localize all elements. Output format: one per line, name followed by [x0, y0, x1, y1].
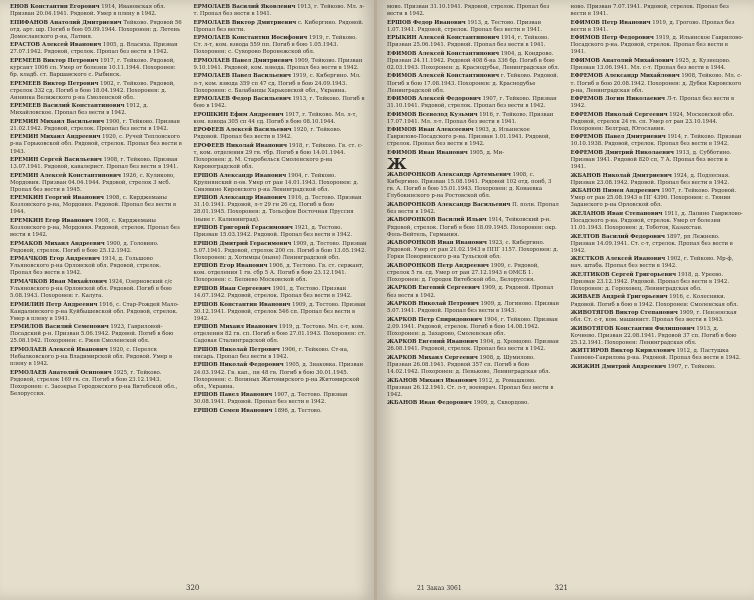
record-details: Тейково. Рядовой 56 отд. арт. шр. Погиб в бою 05.09.1944. Похоронен: д. Летень Домославского р-на, Латвия.: [10, 19, 182, 40]
record-name: ЕРМОЛАЕВ Василий Яковлевич: [193, 4, 296, 10]
record-entry: [10, 347, 184, 368]
record-details: мово. Призван 31.10.1941. Рядовой, стрелок. Пропал без вести в 1942.: [387, 4, 550, 18]
record-details: 1904, д. Хромцово. Призван 26.08.1941. Рядовой, стрелок. Пропал без вести в 1942.: [387, 339, 559, 353]
record-details: 1918, д. Уреево. Призван 23.12.1942. Рядовой. Пропал без вести в 1942. Похоронен: д. Гороховец, Ленинградская обл.: [570, 271, 730, 292]
record-entry: [10, 157, 184, 171]
record-entry: [387, 339, 561, 353]
record-name: ЕРЫКИН Алексей Константинович: [387, 35, 500, 42]
record-name: ЖБАНОВ Пимен Андреевич: [570, 188, 660, 195]
record-name: ЕНОВ Константин Егорович: [10, 4, 100, 10]
right-column-1-top: [387, 4, 561, 157]
record-details: 1909, Тейково. Призван 9.10.1941. Рядовой, ком. взвода. Пропал без вести в 1942.: [193, 57, 363, 71]
record-details: П. полн. Пропал без вести в 1942.: [387, 201, 559, 215]
record-name: ЕРОФЕЕВ Алексей Васильевич: [193, 127, 292, 134]
record-entry: [571, 310, 745, 324]
record-details: 1924, д. Подлесная. Призван 23.08.1942. Рядовой. Пропал без вести в 1942.: [570, 172, 730, 186]
record-details: 1920, г. Тейково. Рядовой. Пропал без вести в 1942.: [193, 127, 342, 141]
record-entry: [387, 378, 561, 399]
record-details: 1908, Тейково. Мл. с-т. Погиб в бою 20.08.1942. Похоронен: д. Дубки Кировского р-на, Ленинградская обл.: [570, 73, 742, 94]
record-details: 1919, д. Ильинское Гаврилово-Посадского р-на. Рядовой, стрелок. Пропал без вести в 1941.: [570, 35, 744, 56]
record-entry: [571, 173, 745, 187]
record-details: 1908, д. Шумилово. Призван 26.08.1941. Рядовой 357 сп. Погиб в бою 14.02.1942. Похоронен: д. Пеньково, Ленинградская обл.: [387, 354, 551, 376]
record-details: 1909, д. Рядовой. Пропал без вести в 1942.: [387, 285, 554, 299]
record-name: ЕРШОВ Михаил Иванович: [193, 324, 278, 331]
record-details: 1900, г. Тейково. Призван 21.02.1942. Рядовой, стрелок. Пропал без вести в 1942.: [10, 118, 180, 132]
record-entry: [387, 4, 561, 18]
record-details: 1904, г. Тейково. Призван 2.09.1941. Рядовой, стрелок. Погиб в бою 14.08.1942. Похоронен: д. Захарово, Смоленская обл.: [387, 316, 558, 337]
record-name: ЖЕЛТИКОВ Сергей Григорьевич: [570, 271, 677, 278]
record-entry: [387, 317, 561, 338]
record-entry: [194, 58, 368, 72]
record-details: 1916, с. Колесники. Рядовой. Погиб в бою в 1942. Похоронен: Смоленская обл.: [570, 294, 739, 308]
record-details: 1912, д. Михайловское. Пропал без вести в 1942.: [10, 103, 149, 117]
record-details: 1913, д. Субботино. Призван 1941. Рядовой 820 сп, 7 А. Пропал без вести в 1941.: [570, 149, 732, 171]
record-details: 1916, д. Тестово. Призван 31.10.1941. Рядовой, л-т 29 гн 26 сд. Погиб в бою 28.01.1945. Похоронен: д. Тольсфон Восточная Пруссия (ныне г. Калининград).: [193, 195, 362, 223]
record-entry: [571, 188, 745, 209]
record-details: 1902, г. Тейково. Рядовой, стрелок 332 сд. Погиб в бою 18.04.1942. Похоронен: д. Аннинка Велижского р-на Смоленской обл.: [10, 80, 175, 101]
record-details: 1907, г. Тейково. Рядовой. Умер от ран 25.08.1943 в ПГ 4390. Похоронен: с. Тюнин Заданского р-на Орловской обл.: [570, 188, 737, 209]
record-details: 1913, г. Тейково. Мл. л-т. Пропал без вести в 1941.: [193, 4, 365, 18]
record-details: 1908, с. Кибергино. Призван 15.08.1941. Рядовой 102 отд. понб, 3 гв. А. Погиб в бою 15.01.1943. Похоронен: д. Коваевка Глубокинского р-на Ростовской обл.: [387, 172, 552, 200]
record-entry: [10, 119, 184, 133]
record-details: 1909, д. Скворцово.: [473, 400, 529, 407]
record-details: 1908, с. Кирджеманы Козловского р-на, Мордовия. Рядовой. Пропал без вести в 1944.: [10, 195, 177, 216]
record-name: ЕФРЕМОВ Александр Михайлович: [570, 73, 680, 80]
record-name: ЕРМАЧКОВ Егор Андреевич: [10, 256, 100, 263]
record-details: 1919, с. Кибергино. Мл. л-т, ком. взвода 359 сп 47 сд. Погиб в бою 24.09.1943. Похоронен: с. Балабанцы Харьковской обл., Украина.: [193, 73, 361, 94]
record-entry: [194, 4, 368, 18]
record-name: ЕРМИЛИН Петр Андреевич: [10, 301, 98, 308]
record-name: ЕРЕМИН Михаил Васильевич: [10, 118, 105, 125]
record-details: 1907, г. Тейково.: [667, 363, 716, 370]
record-details: 1896, д. Тестово.: [274, 407, 322, 414]
record-entry: [387, 202, 561, 216]
record-entry: [571, 272, 745, 293]
record-name: ЕРШОВ Егор Иванович: [193, 263, 268, 270]
record-entry: [10, 173, 184, 194]
record-entry: [387, 96, 561, 110]
record-details: 1909, д. Тестово. Призван 5.07.1941. Рядовой, стрелок 200 сп. Погиб в бою 13.05.1942. Похоронен: д. Хотимцы (ныне) Ленинградской обл.: [193, 240, 367, 261]
record-entry: [387, 285, 561, 299]
record-details: 1917, г. Тейково. Рядовой, курсант 1006 сп. Умер от болезни 10.11.1944. Похоронен: бр. кладб. ст. Варшавского с. Рыбинск.: [10, 57, 176, 79]
record-name: ЕФРЕМОВ Николай Сергеевич: [570, 111, 668, 118]
record-name: ЕРЕМИН Сергей Васильевич: [10, 157, 102, 163]
record-details: 1914, г. Тейково. Призван 10.10.1938. Рядовой, стрелок. Пропал без вести в 1942.: [570, 134, 742, 148]
record-entry: [10, 134, 184, 155]
record-entry: [387, 51, 561, 72]
record-name: ЕРМОЛАЕВ Виктор Дмитриевич: [193, 19, 297, 26]
record-details: Л-т. Пропал без вести в 1942.: [570, 96, 734, 110]
record-details: 1908, г. Тейково. Призван 13.07.1941. Рядовой, кавалерист. Пропал без вести в 1941.: [10, 157, 179, 171]
record-details: 1921, д. Тестово. Призван 15.03.1942. Рядовой. Пропал без вести в 1942.: [193, 225, 353, 239]
record-details: 1909, д. Логиново. Призван 5.07.1941. Рядовой. Пропал без вести в 1943.: [387, 301, 560, 315]
record-details: 1905, д. Ми-: [469, 149, 505, 156]
record-details: 1911, д. Лапино Гаврилово-Посадского р-на. Рядовой, стрелок. Умер от болезни 11.01.1943. Похоронен: д. Тоботов, Казахстан.: [570, 210, 743, 232]
record-name: ЖАРКОВ Николай Петрович: [387, 301, 479, 308]
left-columns: [10, 4, 367, 574]
record-entry: [571, 256, 745, 270]
record-entry: [10, 370, 184, 398]
section-letter: Ж: [387, 155, 407, 173]
record-details: 1902, г. Тейково. Мр-ф, нач. штаба. Пропал без вести в 1942.: [570, 256, 734, 270]
record-details: 1913, д. Тестово. Призван 1.07.1941. Рядовой, стрелок. Пропал без вести в 1941.: [387, 19, 542, 33]
record-entry: [387, 400, 561, 407]
record-details: 1919, д. Тестово. Мл. с-т, ком. отделения 82 гв. сп. Погиб в бою 27.01.1943. Похоронен: ст. Садовая Сталинградской обл.: [193, 324, 366, 345]
record-details: 1904, г. Тейково. Крупнянский п-ов. Умер от ран 14.01.1943. Похоронен: д. Синявино Кировского р-на Ленинградской обл.: [193, 172, 359, 193]
record-name: ЖБАНОВ Иван Федорович: [387, 400, 472, 407]
record-entry: [194, 112, 368, 126]
record-entry: [194, 225, 368, 239]
record-name: ЖАВОРОНКОВ Иван Иванович: [387, 240, 487, 247]
record-entry: [571, 134, 745, 148]
record-name: ЕФРЕМОВ Логин Николаевич: [570, 96, 665, 103]
record-entry: [387, 240, 561, 261]
record-name: ЖИТГИРОВ Виктор Кириллович: [570, 348, 675, 355]
record-entry: [194, 408, 368, 415]
record-details: 1897, рп Лежнево. Призван 14.09.1941. Ст. с-т, стрелок. Пропал без вести в 1942.: [570, 233, 733, 254]
record-details: 1925, д. Кузнецово. Призван 13.06.1941. Мл. с-т. Пропал без вести в 1944.: [570, 57, 731, 71]
record-entry: [194, 173, 368, 194]
record-entry: [10, 302, 184, 323]
record-entry: [387, 217, 561, 238]
record-details: 1923, с. Кибергино. Рядовой. Умер от ран 21.02.1943 в ППГ 1157. Похоронен: д. Горки Поворинского р-на Тульской обл.: [387, 240, 559, 261]
record-entry: [571, 364, 745, 371]
record-name: ЖАВОРОНКОВ Василий Ильич: [387, 217, 487, 224]
record-name: ЕРШОВ Александр Иванович: [193, 195, 287, 202]
record-name: ЕРЕМИН Алексей Константинович: [10, 172, 121, 179]
record-entry: [571, 348, 745, 362]
record-entry: [387, 20, 561, 34]
record-name: ЕРШОВ Семен Иванович: [193, 407, 273, 414]
record-entry: [571, 35, 745, 56]
record-details: 1916, с. Стар-Рождей Мало-Кандалинского р-на Куйбышевской обл. Рядовой, стрелок. Умер в плену в 1941.: [10, 301, 179, 322]
record-entry: [194, 324, 368, 345]
record-entry: [10, 218, 184, 239]
record-entry: [571, 4, 745, 18]
record-details: 1914, д. Гольшово Ульяновского р-на Орловской обл. Рядовой, стрелок. Пропал без вести в 1942.: [10, 256, 161, 277]
record-entry: [10, 241, 184, 255]
record-entry: [571, 211, 745, 232]
record-name: ЕФИМОВ Алексей Константинович: [387, 73, 500, 80]
record-details: 1917, г. Тейково. Мл. л-т, ком. взвода 305 сп 44 сд. Погиб в бою 08.10.1944.: [193, 111, 358, 125]
record-name: ЕРШОВ Павел Иванович: [193, 392, 273, 399]
record-name: ЕРОШКИН Ефим Андреевич: [193, 111, 284, 118]
record-name: ЖАРКОВ Петр Спиридонович: [387, 316, 482, 323]
record-entry: [387, 355, 561, 376]
record-entry: [194, 143, 368, 171]
record-name: ЕРЕМИН Михаил Андреевич: [10, 134, 101, 141]
record-entry: [387, 73, 561, 94]
left-column-2: [194, 4, 368, 574]
record-name: ЕРШОВ Николай Федорович: [193, 362, 284, 369]
record-entry: [10, 58, 184, 79]
record-name: ЖИЖИН Дмитрий Андреевич: [570, 363, 667, 370]
record-entry: [571, 73, 745, 94]
record-entry: [387, 150, 561, 157]
record-name: ЕРЕМЕЕВ Василий Константинович: [10, 103, 125, 110]
left-column-1: [10, 4, 184, 574]
record-details: 1913, д. Кочнево. Призван 22.08.1941. Рядовой 37 сп. Погиб в бою 25.12.1941. Похоронен: Ленинградская обл.: [570, 325, 737, 346]
record-details: г. Тейково. Рядовой. Погиб в бою 17.08.1943. Похоронен: д. Краснодубье Ленинградской обл.: [387, 73, 559, 94]
record-entry: [571, 112, 745, 133]
record-details: 1907, г. Тейково. Призван 31.10.1941. Рядовой, стрелок. Пропал без вести в 1942.: [387, 96, 557, 110]
record-details: 1926, с. Куликово, Мордовия. Призван 04.04.1944. Рядовой, стрелок 3 мсб. Пропал без вести в 1945.: [10, 172, 175, 193]
record-entry: [194, 127, 368, 141]
record-entry: [194, 35, 368, 56]
record-details: 1914, Тейковский р-н. Рядовой, стрелок. Погиб в бою 18.09.1945. Похоронен: окр. Фоль-Вейтель, Германия.: [387, 217, 557, 238]
record-name: ЕФИМОВ Иван Алексеевич: [387, 127, 474, 134]
record-details: 1903, д. Ильинское Гаврилово-Посадского р-на. Призван 1.01.1941. Рядовой, стрелок. Пропал без вести в 1942.: [387, 127, 551, 148]
record-details: 1920, с. Ручей Тепловского р-на Горьковской обл. Рядовой, стрелок. Пропал без вести в 1943.: [10, 134, 182, 155]
record-name: ЖИВОТЯГОВ Виктор Степанович: [570, 310, 678, 316]
record-entry: [194, 195, 368, 223]
record-details: 1919, д. Грогово. Пропал без вести в 1941.: [570, 19, 735, 33]
record-name: ЕФИМОВ Петр Федорович: [570, 35, 654, 42]
record-name: ЖИВАЕВ Андрей Григорьевич: [570, 294, 668, 301]
record-entry: [194, 263, 368, 284]
record-details: 1909, с. Рядовой, стрелок 5 гв. сд. Умер от ран 27.12.1943 в ОМСБ 1. Похоронен: д. Городок Витебской обл., Белоруссия.: [387, 262, 539, 283]
record-entry: [387, 127, 561, 148]
right-column-1: [387, 4, 561, 574]
record-details: 1920, с. Перелск Небылковского р-на Владимирской обл. Рядовой. Умер в плену в 1942.: [10, 346, 173, 368]
record-details: 1923, Гавриловой-Посадский р-н. Призван 5.06.1942. Рядовой. Погиб в бою 25.08.1942. Похоронен: с. Ржев Смоленской обл.: [10, 324, 174, 345]
record-name: ЕФИМОВ Анатолий Михайлович: [570, 57, 674, 64]
record-details: 1925, г. Тейково. Рядовой, стрелок 169 гв. сп. Погиб в бою 23.12.1943. Похоронен: с. Заозерье Городокского р-на Витебской обл., Белоруссия.: [10, 369, 178, 397]
record-entry: [571, 150, 745, 171]
record-entry: [571, 326, 745, 347]
record-name: ЕРШОВ Федор Иванович: [387, 19, 466, 26]
record-name: ЖАВОРОНКОВ Александр Васильевич: [387, 201, 511, 208]
record-name: ЕРШОВ Дмитрий Герасимович: [193, 240, 292, 247]
record-name: ЖЕЛТОВ Василий Федорович: [570, 233, 665, 240]
record-name: ЕРЕМЕЕВ Виктор Петрович: [10, 57, 99, 64]
record-entry: [194, 392, 368, 406]
record-entry: [387, 263, 561, 284]
right-column-1-bottom: [387, 172, 561, 407]
record-details: 1908, с. Кирджеманы Козловского р-на, Мордовия. Рядовой, стрелок. Пропал без вести в 1942.: [10, 217, 180, 239]
record-entry: [10, 324, 184, 345]
record-name: ЕРМАЧКОВ Иван Михайлович: [10, 278, 107, 285]
record-name: ЖЕЛАНОВ Иван Степанович: [570, 210, 663, 217]
record-name: ЖЕСТКОВ Алексей Иванович: [570, 256, 666, 263]
record-entry: [10, 81, 184, 102]
record-name: ЕФРЕМОВ Дмитрий Николаевич: [570, 149, 674, 156]
record-details: 1905, д. Власиха. Призван 27.07.1942. Рядовой, стрелок. Пропал без вести в 1942.: [10, 42, 178, 56]
record-name: ЕФИМОВ Иван Иванович: [387, 149, 468, 156]
record-details: 1909, г. Пензенская обл. Ст. с-т, ком. машинист. Пропал без вести в 1943.: [570, 310, 737, 324]
record-details: ново. Призван 7.07.1941. Рядовой, стрелок. Пропал без вести в 1941.: [570, 4, 729, 18]
record-entry: [571, 20, 745, 34]
record-name: ЕФИМОВ Алексей Федорович: [387, 96, 481, 103]
record-name: ЕРМИЛОВ Василий Семенович: [10, 324, 109, 331]
record-details: с. Кибергино. Рядовой. Пропал без вести.: [193, 19, 364, 33]
record-entry: [10, 279, 184, 300]
record-name: ЕРШОВ Николай Петрович: [193, 346, 280, 353]
record-name: ЕФИМОВ Алексей Константинович: [387, 50, 500, 57]
record-entry: [10, 20, 184, 41]
record-name: ЕРШОВ Григорий Герасимович: [193, 225, 293, 232]
record-name: ЕРМОЛАЕВ Анатолий Осипович: [10, 369, 112, 376]
record-details: 1909, д. Тестово. Призван 30.12.1941. Рядовой, стрелок 546 сп. Пропал без вести в 1942.: [193, 301, 366, 322]
page-number-left: 320: [186, 584, 200, 592]
record-details: 1912, д. Пастушка Ганново-Гаврилова р-на. Рядовой. Пропал без вести в 1942.: [570, 348, 741, 362]
record-details: 1906, д. Тестово. Гв. ст. сержант, ком. отделения 1 гв. сбр 5 А. Погиб в бою 23.12.1941. Похоронен: с. Беляево Московской обл.: [193, 263, 364, 284]
record-entry: [194, 73, 368, 94]
record-name: ЖБАНОВ Михаил Иванович: [387, 377, 477, 384]
record-details: 1907, д. Тестово. Призван 30.08.1941. Рядовой. Пропал без вести в 1942.: [193, 392, 348, 406]
record-entry: [387, 112, 561, 126]
record-details: 1913, г. Тейково. Погиб в бою в 1942.: [193, 96, 365, 110]
record-details: 1924, Московской обл. Рядовой, стрелок 24 гв. сп. Умер от ран 23.10.1944. Похоронен: Белград, Югославия.: [570, 111, 735, 132]
record-name: ЕРМОЛАЕВ Павел Дмитриевич: [193, 57, 293, 64]
record-entry: [194, 302, 368, 323]
record-details: 1919, г. Тейково. Ст. л-т, ком. взвода 559 пп. Погиб в бою 1.05.1943. Похоронен: с. Суворово Воронежской обл.: [193, 35, 357, 56]
record-entry: [194, 347, 368, 361]
record-name: ЕРШОВ Иван Сергеевич: [193, 285, 271, 292]
record-details: 1914, Ивановская обл. Призван 20.04.1941. Рядовой. Умер в плену в 1942.: [10, 4, 166, 18]
right-page: [377, 0, 754, 600]
record-name: ЕПИФАНОВ Анатолий Дмитриевич: [10, 19, 122, 26]
record-name: ЖАРКОВ Евгений Сергеевич: [387, 285, 480, 292]
record-name: ЕРАСТОВ Алексей Иванович: [10, 42, 102, 49]
record-name: ЕРМОЛАЕВ Федор Васильевич: [193, 96, 291, 103]
record-entry: [10, 42, 184, 56]
record-entry: [194, 362, 368, 390]
record-details: 1918, г. Тейково. Гв. ст. с-т, ком. отделения 29 гв. тбр. Погиб в бою 14.01.1944. Похоронен: д. М. Старобельск Смоленского р-на Кировоградской обл.: [193, 142, 363, 171]
record-entry: [194, 286, 368, 300]
record-entry: [571, 294, 745, 308]
record-details: 1914, г. Тейково. Призван 25.06.1941. Рядовой. Пропал без вести в 1941.: [387, 35, 549, 49]
print-footer: 21 Заказ 3061: [417, 585, 462, 592]
record-entry: [10, 4, 184, 18]
record-name: ЖБАНОВ Николай Дмитриевич: [570, 172, 672, 179]
record-entry: [387, 35, 561, 49]
record-entry: [10, 195, 184, 216]
right-columns: [387, 4, 744, 574]
record-entry: [194, 96, 368, 110]
record-name: ЕРЕМКИН Георгий Иванович: [10, 195, 104, 202]
record-entry: [571, 234, 745, 255]
record-name: ЕРШОВ Константин Иванович: [193, 301, 291, 308]
record-name: ЖАРКОВ Евгений Иванович: [387, 339, 479, 346]
record-name: ЖАВОРОНКОВ Петр Андреевич: [387, 262, 489, 269]
record-entry: [387, 172, 561, 200]
record-entry: [571, 96, 745, 110]
record-entry: [10, 103, 184, 117]
record-entry: [387, 301, 561, 315]
record-name: ЕРМОЛАЕВ Павел Васильевич: [193, 73, 291, 80]
record-name: ЕРОФЕЕВ Николай Иванович: [193, 142, 287, 149]
record-name: ЕРЕМКИН Егор Иванович: [10, 217, 94, 224]
record-name: ЕРЕМЕЕВ Виктор Петрович: [10, 80, 99, 87]
record-details: 1916, г. Тейково. Призван 17.07.1941. Мл. л-т. Пропал без вести в 1941.: [387, 111, 554, 125]
record-entry: [194, 20, 368, 34]
record-details: 1924, Озерновский с/с Ульяновского р-на Орловской обл. Рядовой. Погиб в бою 5.08.1943. Похоронен: г. Калуга.: [10, 278, 173, 300]
page-number-right: 321: [554, 584, 568, 592]
record-details: 1900, д. Головино. Рядовой, стрелок. Погиб в бою 25.12.1942.: [10, 240, 159, 254]
record-details: 1904, д. Кондрово. Призван 24.11.1942. Рядовой 408 б-на 336 бр. Погиб в бою 02.03.1943. Похоронен: д. Краснодубье, Ленинградская обл.: [387, 50, 560, 71]
record-name: ЕРМОЛАЕВ Алексей Иванович: [10, 346, 108, 353]
record-name: ЕФИМОВ Петр Иванович: [570, 19, 651, 26]
record-name: ЕРМАКОВ Михаил Андреевич: [10, 240, 105, 247]
record-name: ЖАВОРОНКОВ Александр Артемьевич: [387, 172, 511, 179]
record-name: ЕРШОВ Александр Иванович: [193, 172, 287, 179]
record-name: ЕФИМОВ Всеволод Кузьмич: [387, 111, 478, 118]
record-name: ЕРМОЛАЕВ Константин Иосифович: [193, 35, 308, 42]
record-entry: [10, 256, 184, 277]
record-details: 1901, д. Тестово. Призван 14.07.1942. Рядовой, стрелок. Пропал без вести в 1942.: [193, 285, 352, 300]
record-entry: [571, 58, 745, 72]
record-details: 1906, г. Тейково. Ст-на, писарь. Пропал без вести в 1942.: [193, 346, 349, 360]
record-details: 1905, д. Знаковка. Призван 24.03.1942. Гв. кап., пн 48 гв. Погиб в бою 30.01.1945. Похоронен: с. Волиных Житомирского р-на Житомирской обл., Украина.: [193, 362, 364, 390]
record-name: ЖАРКОВ Михаил Сергеевич: [387, 354, 478, 361]
record-details: 1912, д. Ромашково. Призван 26.12.1941. Ст. л-т, военврач. Пропал без вести в 1942.: [387, 377, 554, 398]
record-name: ЕФРЕМОВ Павел Дмитриевич: [570, 134, 666, 141]
record-name: ЖИВОТЯГОВ Константин Филиппович: [570, 325, 695, 332]
record-entry: [194, 241, 368, 262]
right-column-2: [571, 4, 745, 574]
